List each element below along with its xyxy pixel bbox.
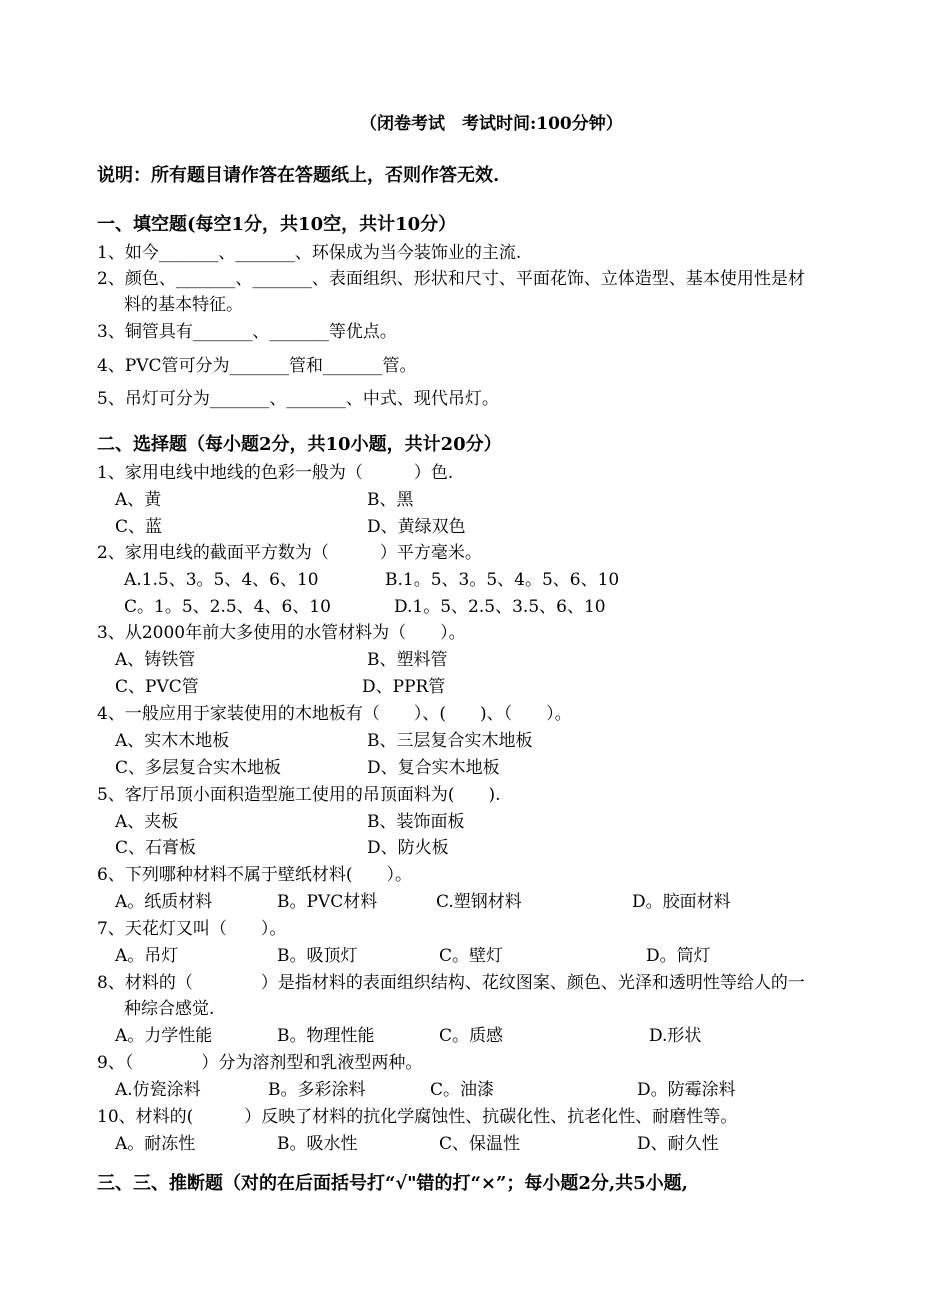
option: D、耐久性	[637, 1134, 719, 1154]
section1-title: 一、填空题(每空1分，共10空，共计10分）	[97, 214, 457, 235]
option: D.1。5、2.5、3.5、6、10	[394, 597, 606, 617]
option: B。PVC材料	[277, 892, 378, 912]
question: 9、（ ）分为溶剂型和乳液型两种。	[97, 1053, 423, 1073]
option: A.仿瓷涂料	[115, 1080, 201, 1100]
option: B、装饰面板	[367, 812, 465, 832]
question: 2、家用电线的截面平方数为（ ）平方毫米。	[97, 543, 482, 563]
question: 3、从2000年前大多使用的水管材料为（ ）。	[97, 623, 466, 643]
instructions: 说明：所有题目请作答在答题纸上，否则作答无效.	[97, 165, 500, 186]
section2-title: 二、选择题（每小题2分，共10小题，共计20分）	[97, 434, 502, 455]
question: 2、颜色、_______、_______、表面组织、形状和尺寸、平面花饰、立体造型、基本使用性是材	[97, 269, 805, 289]
question: 1、家用电线中地线的色彩一般为（ ）色.	[97, 463, 454, 483]
option: D、PPR管	[362, 677, 446, 697]
option: D、复合实木地板	[367, 758, 500, 778]
question: 1、如今_______、_______、环保成为当今装饰业的主流.	[97, 243, 522, 263]
question-continuation: 种综合感觉.	[124, 999, 215, 1019]
option: D。防霉涂料	[637, 1080, 736, 1100]
option: B.1。5、3。5、4。5、6、10	[385, 570, 620, 590]
option: C、石膏板	[115, 838, 197, 858]
option: A、铸铁管	[115, 650, 196, 670]
option: B。吸水性	[277, 1134, 358, 1154]
question: 10、材料的( ）反映了材料的抗化学腐蚀性、抗碳化性、抗老化性、耐磨性等。	[97, 1107, 738, 1127]
option: C、多层复合实木地板	[115, 758, 282, 778]
question: 7、天花灯又叫（ ）。	[97, 919, 287, 939]
option: B、三层复合实木地板	[367, 731, 533, 751]
option: C。质感	[439, 1026, 504, 1046]
option: B。多彩涂料	[268, 1080, 366, 1100]
option: A、黄	[115, 490, 162, 510]
option: A。耐冻性	[115, 1134, 196, 1154]
question: 4、一般应用于家装使用的木地板有（ ）、( )、（ ）。	[97, 704, 572, 724]
option: D.形状	[649, 1026, 702, 1046]
option: C.塑钢材料	[436, 892, 522, 912]
option: B。物理性能	[277, 1026, 375, 1046]
option: D、黄绿双色	[367, 517, 466, 537]
option: B、黑	[367, 490, 414, 510]
option: D。胶面材料	[632, 892, 731, 912]
option: A。纸质材料	[115, 892, 213, 912]
question: 4、PVC管可分为_______管和_______管。	[97, 356, 417, 376]
section3-title: 三、三、推断题（对的在后面括号打“√"错的打“×”；每小题2分,共5小题,	[97, 1173, 688, 1194]
question: 3、铜管具有_______、_______等优点。	[97, 322, 397, 342]
option: A。力学性能	[115, 1026, 213, 1046]
option: D。筒灯	[646, 946, 711, 966]
option: C、PVC管	[115, 677, 199, 697]
question: 8、材料的（ ）是指材料的表面组织结构、花纹图案、颜色、光泽和透明性等给人的一	[97, 973, 805, 993]
option: C。1。5、2.5、4、6、10	[124, 597, 331, 617]
option: B。吸顶灯	[277, 946, 358, 966]
question: 6、下列哪种材料不属于壁纸材料( ）。	[97, 865, 412, 885]
option: C、蓝	[115, 517, 163, 537]
option: B、塑料管	[367, 650, 448, 670]
option: A。吊灯	[115, 946, 179, 966]
question: 5、客厅吊顶小面积造型施工使用的吊顶面料为( ).	[97, 785, 501, 805]
option: C。油漆	[430, 1080, 495, 1100]
option: D、防火板	[367, 838, 449, 858]
option: A、夹板	[115, 812, 179, 832]
question: 5、吊灯可分为_______、_______、中式、现代吊灯。	[97, 389, 499, 409]
option: A.1.5、3。5、4、6、10	[124, 570, 319, 590]
question-continuation: 料的基本特征。	[124, 295, 243, 315]
option: A、实木木地板	[115, 731, 230, 751]
option: C。壁灯	[439, 946, 504, 966]
exam-info: （闭卷考试 考试时间:100分钟）	[360, 114, 623, 134]
option: C、保温性	[439, 1134, 521, 1154]
